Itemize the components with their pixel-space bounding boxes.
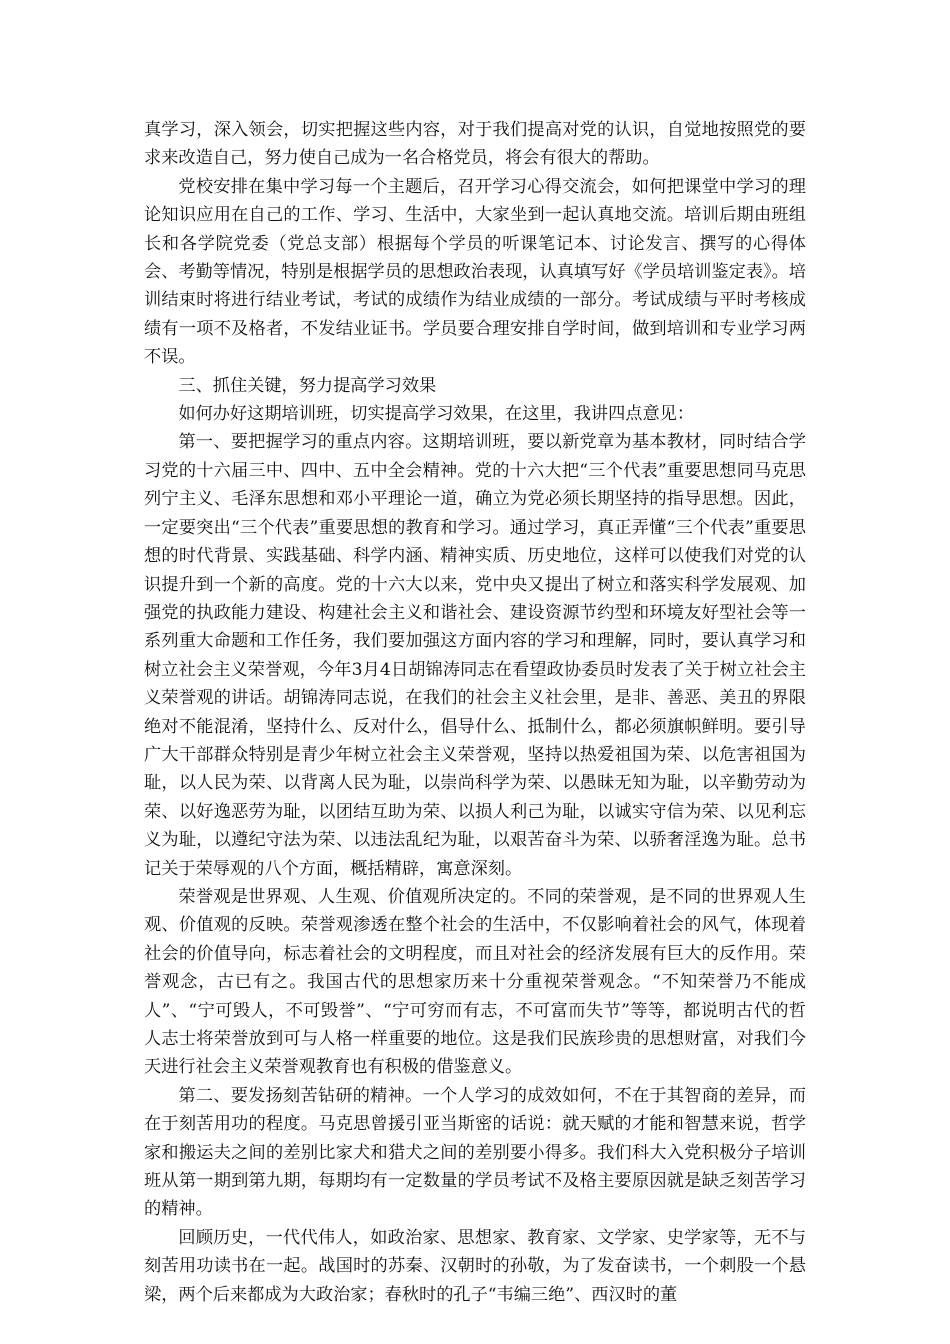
document-page: [144, 116, 806, 1309]
paragraph-training-arrangement: 党校安排在集中学习每一个主题后，召开学习心得交流会，如何把课堂中学习的理论知识应用在自己的工作、学习、生活中，大家坐到一起认真地交流。培训后期由班组长和各学院党委（党总支部）根据每个学员的听课笔记本、讨论发言、撰写的心得体会、考勤等情况，特别是根据学员的思想政治表现，认真填写好《学员培训鉴定表》。培训结束时将进行结业考试，考试的成绩作为结业成绩的一部分。考试成绩与平时考核成绩有一项不及格者，不发结业证书。学员要合理安排自学时间，做到培训和专业学习两不误。: [144, 176, 806, 368]
paragraph-continuation: 真学习，深入领会，切实把握这些内容，对于我们提高对党的认识，自觉地按照党的要求来改造自己，努力使自己成为一名合格党员，将会有很大的帮助。: [144, 120, 806, 169]
paragraph-honor-view: 荣誉观是世界观、人生观、价值观所决定的。不同的荣誉观，是不同的世界观人生观、价值观的反映。荣誉观渗透在整个社会的生活中，不仅影响着社会的风气，体现着社会的价值导向，标志着社会的文明程度，而且对社会的经济发展有巨大的反作用。荣誉观念，古已有之。我国古代的思想家历来十分重视荣誉观念。“不知荣誉乃不能成人”、“宁可毁人，不可毁誉”、“宁可穷而有志，不可富而失节”等等，都说明古代的哲人志士将荣誉放到可与人格一样重要的地位。这是我们民族珍贵的思想财富，对我们今天进行社会主义荣誉观教育也有积极的借鉴意义。: [144, 886, 806, 1078]
paragraph-point-one: 第一、要把握学习的重点内容。这期培训班，要以新党章为基本教材，同时结合学习党的十六届三中、四中、五中全会精神。党的十六大把“三个代表”重要思想同马克思列宁主义、毛泽东思想和邓小平理论一道，确立为党必须长期坚持的指导思想。因此，一定要突出“三个代表”重要思想的教育和学习。通过学习，真正弄懂“三个代表”重要思想的时代背景、实践基础、科学内涵、精神实质、历史地位，这样可以使我们对党的认识提升到一个新的高度。党的十六大以来，党中央又提出了树立和落实科学发展观、加强党的执政能力建设、构建社会主义和谐社会、建设资源节约型和环境友好型社会等一系列重大命题和工作任务，我们要加强这方面内容的学习和理解，同时，要认真学习和树立社会主义荣誉观，今年3月4日胡锦涛同志在看望政协委员时发表了关于树立社会主义荣誉观的讲话。胡锦涛同志说，在我们的社会主义社会里，是非、善恶、美丑的界限绝对不能混淆，坚持什么、反对什么，倡导什么、抵制什么，都必须旗帜鲜明。要引导广大干部群众特别是青少年树立社会主义荣誉观，坚持以热爱祖国为荣、以危害祖国为耻，以人民为荣、以背离人民为耻，以崇尚科学为荣、以愚昧无知为耻，以辛勤劳动为荣、以好逸恶劳为耻，以团结互助为荣、以损人利己为耻，以诚实守信为荣、以见利忘义为耻，以遵纪守法为荣、以违法乱纪为耻，以艰苦奋斗为荣、以骄奢淫逸为耻。总书记关于荣辱观的八个方面，概括精辟，寓意深刻。: [144, 432, 806, 879]
paragraph-history: 回顾历史，一代代伟人，如政治家、思想家、教育家、文学家、史学家等，无不与刻苦用功读书在一起。战国时的苏秦、汉朝时的孙敬，为了发奋读书，一个刺股一个悬梁，两个后来都成为大政治家；春秋时的孔子“韦编三绝”、西汉时的董: [144, 1227, 806, 1305]
paragraph-intro-opinions: 如何办好这期培训班，切实提高学习效果，在这里，我讲四点意见：: [178, 404, 695, 425]
paragraph-point-two: 第二、要发扬刻苦钻研的精神。一个人学习的成效如何，不在于其智商的差异，而在于刻苦用功的程度。马克思曾援引亚当斯密的话说：就天赋的才能和智慧来说，哲学家和搬运夫之间的差别比家犬和猎犬之间的差别要小得多。我们科大入党积极分子培训班从第一期到第九期，每期均有一定数量的学员考试不及格主要原因就是缺乏刻苦学习的精神。: [144, 1085, 806, 1220]
section-heading: 三、抓住关键，努力提高学习效果: [178, 375, 437, 396]
